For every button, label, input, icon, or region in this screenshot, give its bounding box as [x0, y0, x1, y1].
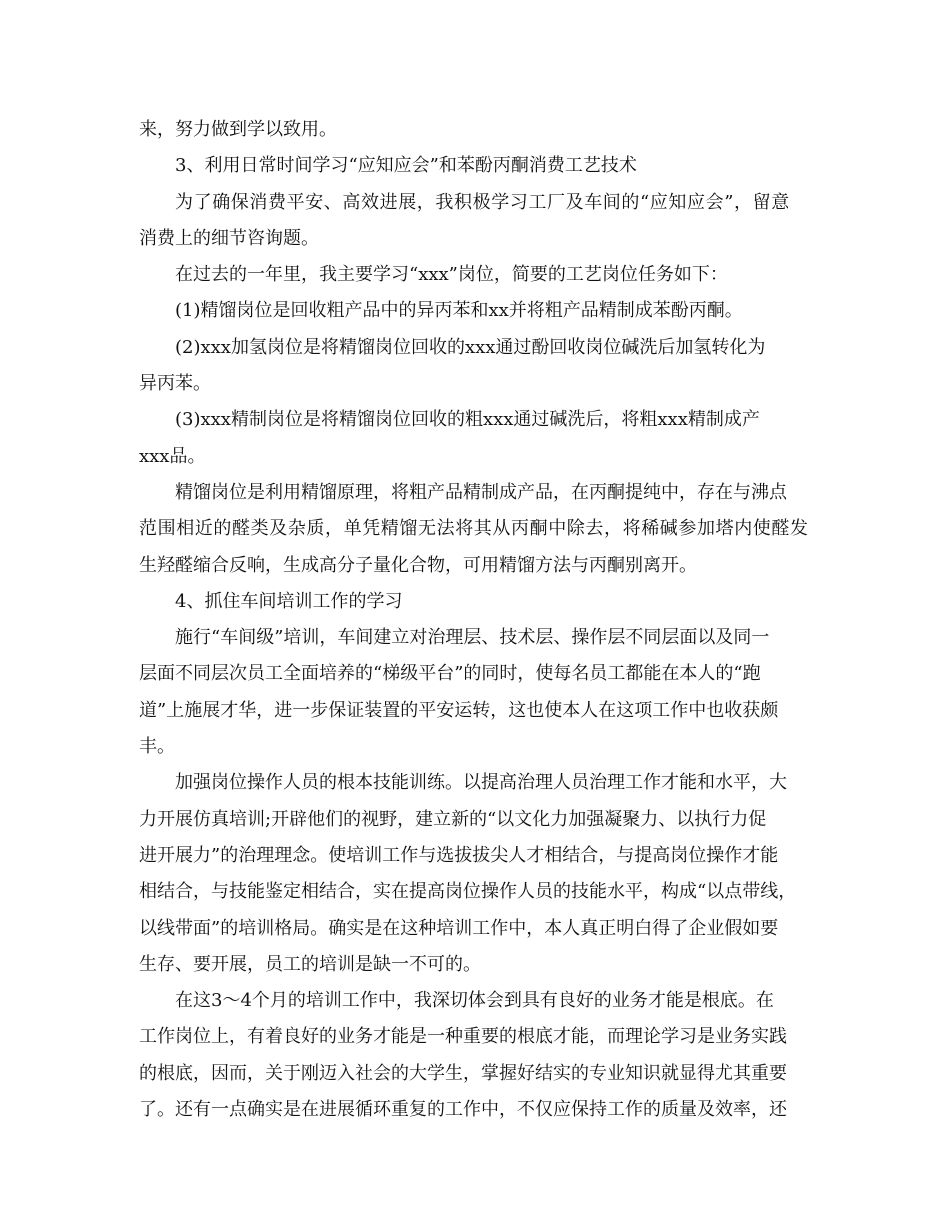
text-line: 层面不同层次员工全面培养的“梯级平台”的同时，使每名员工都能在本人的“跑	[139, 663, 761, 685]
text-line: 来，努力做到学以致用。	[139, 119, 337, 140]
text-line: 以线带面”的培训格局。确实是在这种培训工作中，本人真正明白得了企业假如要	[139, 917, 779, 939]
text-line: 生羟醛缩合反响，生成高分子量化合物，可用精馏方法与丙酮别离开。	[139, 554, 697, 576]
list-item-1: (1)精馏岗位是回收粗产品中的异丙苯和xx并将粗产品精制成苯酚丙酮。	[175, 300, 743, 322]
text-line: 在这3～4个月的培训工作中，我深切体会到具有良好的业务才能是根底。在	[175, 990, 774, 1012]
text-line: 了。还有一点确实是在进展循环重复的工作中，不仅应保持工作的质量及效率，还	[139, 1099, 787, 1121]
text-line: 施行“车间级”培训，车间建立对治理层、技术层、操作层不同层面以及同一	[175, 627, 770, 649]
section-heading-4: 4、抓住车间培训工作的学习	[175, 590, 403, 612]
list-item-2: (2)xxx加氢岗位是将精馏岗位回收的xxx通过酚回收岗位碱洗后加氢转化为	[175, 336, 766, 358]
text-line: 工作岗位上，有着良好的业务才能是一种重要的根底才能，而理论学习是业务实践	[139, 1026, 787, 1048]
text-line: 异丙苯。	[139, 373, 211, 395]
text-line: 力开展仿真培训;开辟他们的视野，建立新的“以文化力加强凝聚力、以执行力促	[139, 808, 767, 830]
text-line: xxx品。	[139, 445, 206, 467]
text-line: 精馏岗位是利用精馏原理，将粗产品精制成产品，在丙酮提纯中，存在与沸点	[175, 481, 787, 503]
text-line: 的根底，因而，关于刚迈入社会的大学生，掌握好结实的专业知识就显得尤其重要	[139, 1062, 787, 1084]
text-line: 道”上施展才华，进一步保证装置的平安运转，这也使本人在这项工作中也收获颇	[139, 699, 779, 721]
text-line: 加强岗位操作人员的根本技能训练。以提高治理人员治理工作才能和水平，大	[175, 772, 787, 794]
text-line: 范围相近的醛类及杂质，单凭精馏无法将其从丙酮中除去，将稀碱参加塔内使醛发	[139, 518, 809, 540]
section-heading-3: 3、利用日常时间学习“应知应会”和苯酚丙酮消费工艺技术	[175, 155, 637, 177]
text-line: 丰。	[139, 736, 175, 758]
text-line: 为了确保消费平安、高效进展，我积极学习工厂及车间的“应知应会”，留意	[175, 191, 790, 213]
text-line: 消费上的细节咨询题。	[139, 227, 319, 249]
text-line: 进开展力”的治理理念。使培训工作与选拔拔尖人才相结合，与提高岗位操作才能	[139, 844, 779, 866]
text-line: 在过去的一年里，我主要学习“xxx”岗位，简要的工艺岗位任务如下：	[175, 264, 728, 286]
text-line: 相结合，与技能鉴定相结合，实在提高岗位操作人员的技能水平，构成“以点带线，	[139, 881, 797, 903]
text-line: 生存、要开展，员工的培训是缺一不可的。	[139, 953, 481, 975]
list-item-3: (3)xxx精制岗位是将精馏岗位回收的粗xxx通过碱洗后，将粗xxx精制成产	[175, 409, 760, 431]
document-body	[139, 112, 819, 1128]
